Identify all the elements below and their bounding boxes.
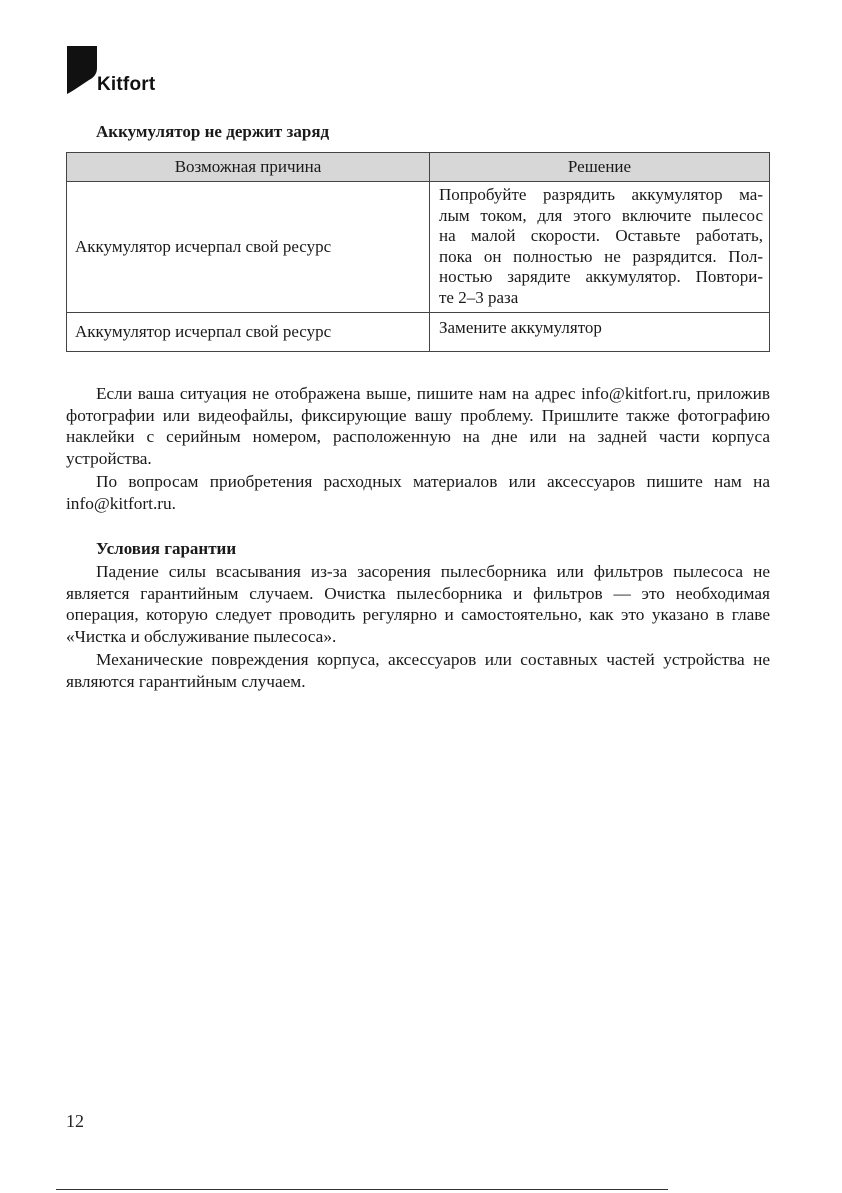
cause-cell: Аккумулятор исчерпал свой ресурс [67, 182, 430, 313]
solution-line: Замените аккумулятор [439, 318, 602, 337]
cause-cell: Аккумулятор исчерпал свой ресурс [67, 313, 430, 352]
section-title-battery: Аккумулятор не держит заряд [96, 122, 330, 141]
paragraph-text: Если ваша ситуация не отображена выше, пишите нам на адрес info@kitfort.ru, приложив фотографии или видеофайлы, фиксирующие вашу проблему. Пришлите также фотографию наклейки с серийным номером, расположенную на дне или на задней части корпуса устройства. [66, 384, 770, 468]
solution-line: на малой скорости. Оставьте работать, [439, 226, 763, 245]
paragraph-text: Механические повреждения корпуса, аксессуаров или составных частей устройства не являются гарантийным случаем. [66, 650, 770, 691]
paragraph-text: По вопросам приобретения расходных материалов или аксессуаров пишите нам на info@kitfort.ru. [66, 472, 770, 513]
kitfort-logo [67, 46, 177, 98]
solution-cell [430, 313, 770, 352]
column-header-cause: Возможная причина [67, 153, 430, 182]
warranty-paragraph [66, 649, 770, 692]
section-title-warranty: Условия гарантии [96, 539, 237, 558]
solution-line: лым током, для этого включите пылесос [439, 205, 763, 225]
kitfort-logo-mark-icon [67, 46, 97, 94]
table-row [67, 313, 770, 352]
solution-cell [430, 182, 770, 313]
troubleshooting-table [66, 152, 770, 352]
paragraph-text: Падение силы всасывания из-за засорения пылесборника или фильтров пылесоса не является гарантийным случаем. Очистка пылесборника и фильтров — это необходимая операция, которую следует проводить регулярно и самостоятельно, как это указано в главе «Чистка и обслуживание пылесоса». [66, 562, 770, 646]
solution-line: те 2–3 раза [439, 287, 519, 307]
solution-line: ностью зарядите аккумулятор. Повтори- [439, 267, 763, 286]
contact-paragraph [66, 383, 770, 469]
page-number: 12 [66, 1111, 84, 1131]
accessories-paragraph [66, 471, 770, 514]
column-header-solution: Решение [430, 153, 770, 182]
table-row [67, 182, 770, 313]
solution-line: Попробуйте разрядить аккумулятор ма- [439, 185, 763, 204]
bottom-rule [56, 1189, 668, 1190]
solution-line: пока он полностью не разрядится. Пол- [439, 246, 763, 266]
brand-name: Kitfort [97, 74, 156, 95]
warranty-paragraph [66, 561, 770, 647]
table-header-row [67, 153, 770, 182]
